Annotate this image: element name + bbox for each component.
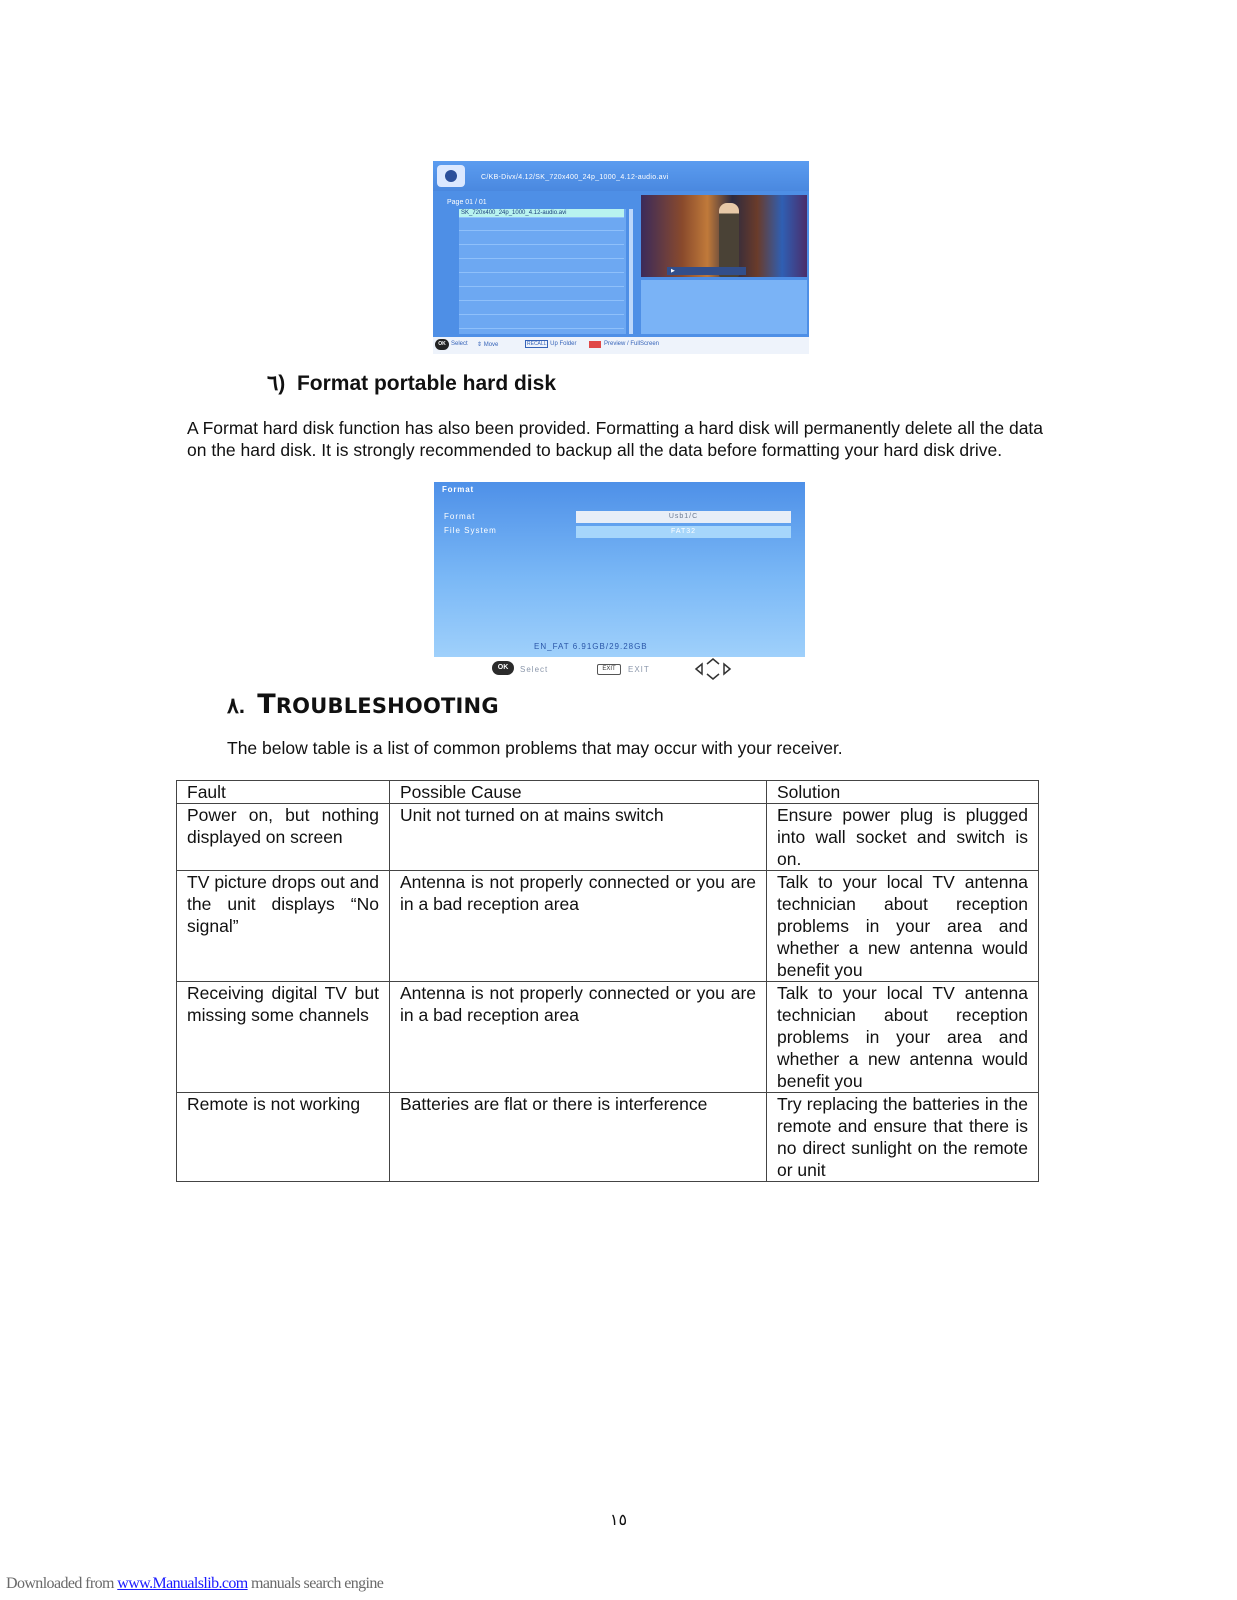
section-heading-format [267,371,556,396]
solution-cell: Talk to your local TV antenna technician about reception problems in your area and whether a new antenna would benefit you [767,982,1039,1093]
fault-cell: Power on, but nothing displayed on screen [177,804,390,871]
media-browser-screenshot [433,161,809,354]
file-list-item [459,249,624,259]
solution-cell: Ensure power plug is plugged into wall socket and switch is on. [767,804,1039,871]
hint-move-label: Move [483,342,499,348]
fault-cell: Receiving digital TV but missing some channels [177,982,390,1093]
red-key-icon [589,341,601,348]
film-reel-icon [437,165,465,187]
section-number: ٦) [267,372,286,395]
format-description: A Format hard disk function has also been provided. Formatting a hard disk will permanently delete all the data on the hard disk. It is strongly recommended to backup all the data before formatting your hard disk drive. [187,418,1044,460]
video-preview [641,195,807,277]
format-screen-screenshot [434,482,805,657]
ok-key-icon: OK [492,661,514,675]
file-list-item [459,305,624,315]
file-list-item [459,221,624,231]
section-heading-troubleshooting [227,689,499,720]
file-list-item [459,263,624,273]
footer-suffix: manuals search engine [247,1575,384,1592]
ok-key-icon: OK [435,339,449,350]
hint-exit: EXIT [628,665,650,674]
hint-select: Select [451,341,468,347]
file-list-item [459,277,624,287]
format-screen-title: Format [442,485,474,494]
up-down-arrows-icon: ⇕ [477,342,483,348]
table-row [177,1093,1039,1182]
solution-cell: Talk to your local TV antenna technician about reception problems in your area and whether a new antenna would benefit you [767,871,1039,982]
title-rest: ROUBLESHOOTING [275,694,499,718]
file-list-item [459,291,624,301]
table-row [177,871,1039,982]
troubleshooting-intro: The below table is a list of common problems that may occur with your receiver. [227,738,843,758]
file-list-item-selected[interactable]: SK_720x400_24p_1000_4.12-audio.avi [459,209,624,218]
cause-cell: Batteries are flat or there is interference [390,1093,767,1182]
page-number: ١٥ [609,1512,628,1529]
header-cause: Possible Cause [390,781,767,804]
footer-prefix: Downloaded from [6,1575,118,1592]
download-footer [6,1575,383,1593]
hint-select: Select [520,665,549,674]
title-initial: T [257,689,276,720]
direction-arrows-icon [694,658,732,680]
manualslib-link[interactable]: www.Manualslib.com [117,1575,248,1592]
section-number: ٨. [227,693,245,718]
browser-file-path: C/KB-Divx/4.12/SK_720x400_24p_1000_4.12-audio.avi [481,174,669,181]
hint-up-folder [525,341,576,347]
solution-cell: Try replacing the batteries in the remote and ensure that there is no direct sunlight on the remote or unit [767,1093,1039,1182]
browser-page-indicator: Page 01 / 01 [447,199,487,206]
header-solution: Solution [767,781,1039,804]
troubleshooting-table [176,780,1039,1182]
header-fault: Fault [177,781,390,804]
section-title: Format portable hard disk [296,372,556,395]
format-device-field[interactable]: Usb1/C [576,511,791,523]
cause-cell: Antenna is not properly connected or you are in a bad reception area [390,982,767,1093]
playback-time-bar: ▶ [667,267,746,275]
file-system-field[interactable]: FAT32 [576,526,791,538]
video-preview-figure [719,203,739,277]
format-screen-hint-bar [434,657,805,681]
hint-move [477,341,498,348]
exit-key-icon: EXIT [597,664,621,675]
fault-cell: TV picture drops out and the unit displays “No signal” [177,871,390,982]
recall-key-icon: RECALL [527,341,547,347]
format-label: Format [444,512,476,521]
cause-cell: Antenna is not properly connected or you are in a bad reception area [390,871,767,982]
file-list [459,209,626,334]
cause-cell: Unit not turned on at mains switch [390,804,767,871]
hint-up-folder-label: Up Folder [550,341,577,347]
file-system-label: File System [444,526,497,535]
table-header-row [177,781,1039,804]
hint-preview: Preview / FullScreen [604,341,660,347]
table-row [177,982,1039,1093]
file-list-item [459,319,624,329]
file-info-panel [641,280,807,334]
disk-space-readout: EN_FAT 6.91GB/29.28GB [534,642,648,651]
file-list-item [459,235,624,245]
file-list-scrollbar [629,209,633,334]
fault-cell: Remote is not working [177,1093,390,1182]
table-row [177,804,1039,871]
